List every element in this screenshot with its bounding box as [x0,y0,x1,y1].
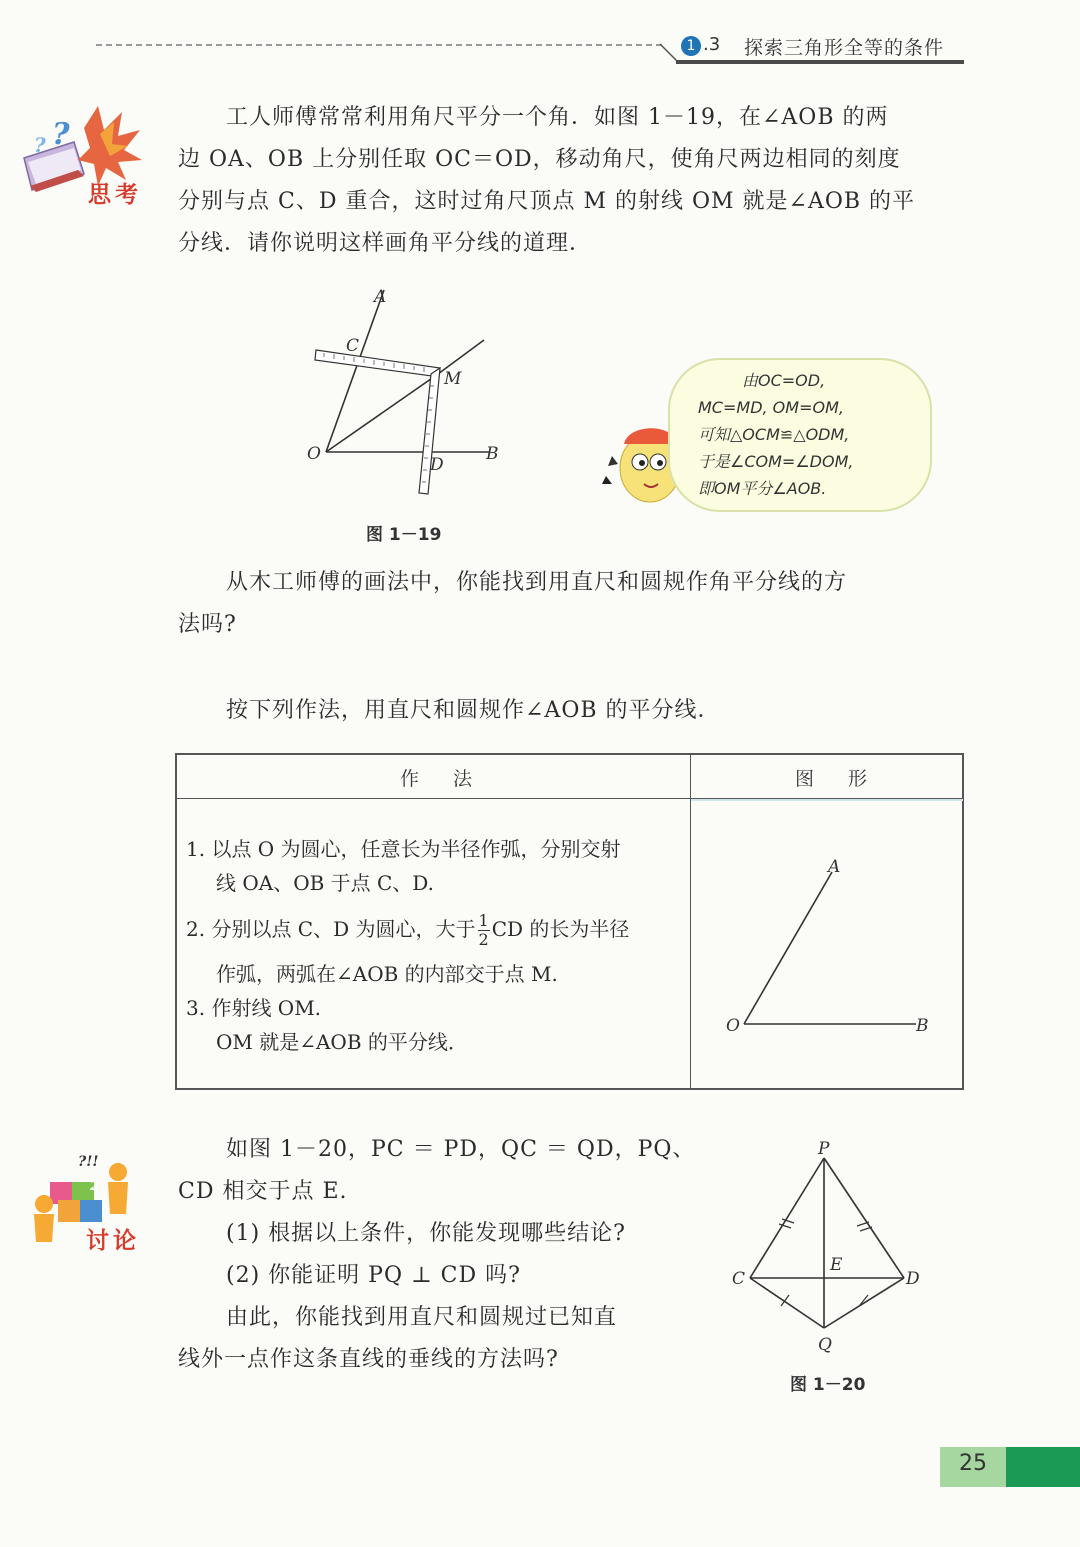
think-line-1: 工人师傅常常利用角尺平分一个角．如图 1－19，在∠AOB 的两 [226,105,889,130]
think-paragraph [178,97,970,265]
section-title: 探索三角形全等的条件 [744,37,945,59]
bubble-line-1: 由OC=OD, [742,371,826,390]
step-1-line-2: 线 OA、OB 于点 C、D. [216,871,434,895]
page-number-band [1006,1447,1080,1487]
step-2-fraction [478,912,490,949]
fig20-label-Q: Q [818,1335,832,1355]
chapter-badge: 1 [681,36,701,56]
think-label: 思考 [88,182,142,208]
bubble-line-4: 于是∠COM=∠DOM, [698,452,854,471]
think-line-3: 分别与点 C、D 重合，这时过角尺顶点 M 的射线 OM 就是∠AOB 的平 [178,189,916,214]
table-column-divider [690,753,691,1090]
svg-text:?: ? [52,117,70,152]
discuss-line-1: 如图 1－20，PC ＝ PD，QC ＝ QD，PQ、 [226,1137,696,1162]
fraction-denominator: 2 [478,930,489,949]
fig19-label-B: B [486,444,499,464]
discuss-paragraph [178,1129,718,1381]
header-slant-rule [658,36,684,62]
table-header-figure: 图 形 [795,768,882,790]
figure-1-20-caption: 图 1－20 [790,1375,866,1395]
question-paragraph [178,562,970,646]
think-line-2: 边 OA、OB 上分别任取 OC＝OD，移动角尺，使角尺两边相同的刻度 [178,147,901,172]
fig19-label-A: A [374,287,387,307]
discuss-line-5: 由此，你能找到用直尺和圆规过已知直 [226,1305,618,1330]
instruction-text: 按下列作法，用直尺和圆规作∠AOB 的平分线． [226,698,721,723]
question-line-1: 从木工师傅的画法中，你能找到用直尺和圆规作角平分线的方 [226,570,848,595]
fig19-label-C: C [346,336,360,356]
svg-text:?: ? [34,133,46,157]
discuss-label: 讨论 [86,1228,140,1254]
angle-label-B: B [916,1016,929,1036]
svg-text:2: 2 [90,1179,100,1194]
table-header-shade [691,799,963,801]
question-line-2: 法吗? [178,612,237,637]
fig20-label-C: C [732,1269,746,1289]
fig19-label-D: D [430,455,444,475]
fraction-numerator: 1 [478,911,489,930]
header-dashed-rule [96,44,662,46]
instruction-paragraph [178,690,970,732]
table-angle-figure [720,850,940,1040]
figure-1-19-caption: 图 1－19 [366,525,442,545]
step-2-line-2: 作弧，两弧在∠AOB 的内部交于点 M. [216,962,558,986]
fig19-label-O: O [307,444,321,464]
speech-bubble-text [698,367,853,502]
bubble-line-2: MC=MD, OM=OM, [698,398,844,417]
table-header-method: 作 法 [400,768,487,790]
bubble-line-5: 即OM平分∠AOB. [698,479,827,498]
discuss-line-3: (1) 根据以上条件，你能发现哪些结论? [226,1221,626,1246]
step-1-line-1: 1. 以点 O 为圆心，任意长为半径作弧，分别交射 [186,837,621,861]
step-3: 3. 作射线 OM. [186,996,322,1020]
step-3-conclusion: OM 就是∠AOB 的平分线． [216,1030,468,1054]
step-2-suffix: CD 的长为半径 [491,917,630,941]
think-line-4: 分线．请你说明这样画角平分线的道理． [178,231,593,256]
svg-text:?!!: ?!! [78,1154,99,1170]
fig19-label-M: M [444,369,462,389]
discuss-line-4: (2) 你能证明 PQ ⊥ CD 吗? [226,1263,521,1288]
bubble-line-3: 可知△OCM≌△ODM, [698,425,850,444]
fig20-label-P: P [818,1139,830,1159]
header-solid-rule [676,60,964,64]
discuss-line-6: 线外一点作这条直线的垂线的方法吗? [178,1347,559,1372]
figure-1-19 [300,282,510,502]
angle-label-O: O [726,1016,740,1036]
section-number: .3 [703,34,721,55]
fig20-label-D: D [906,1269,920,1289]
discuss-line-2: CD 相交于点 E. [178,1179,348,1204]
step-2-prefix: 2. 分别以点 C、D 为圆心，大于 [186,917,476,941]
step-2-line-1 [186,912,629,949]
angle-label-A: A [828,857,841,877]
page-number: 25 [959,1451,987,1476]
fig20-label-E: E [830,1255,843,1275]
figure-1-20 [726,1138,926,1358]
